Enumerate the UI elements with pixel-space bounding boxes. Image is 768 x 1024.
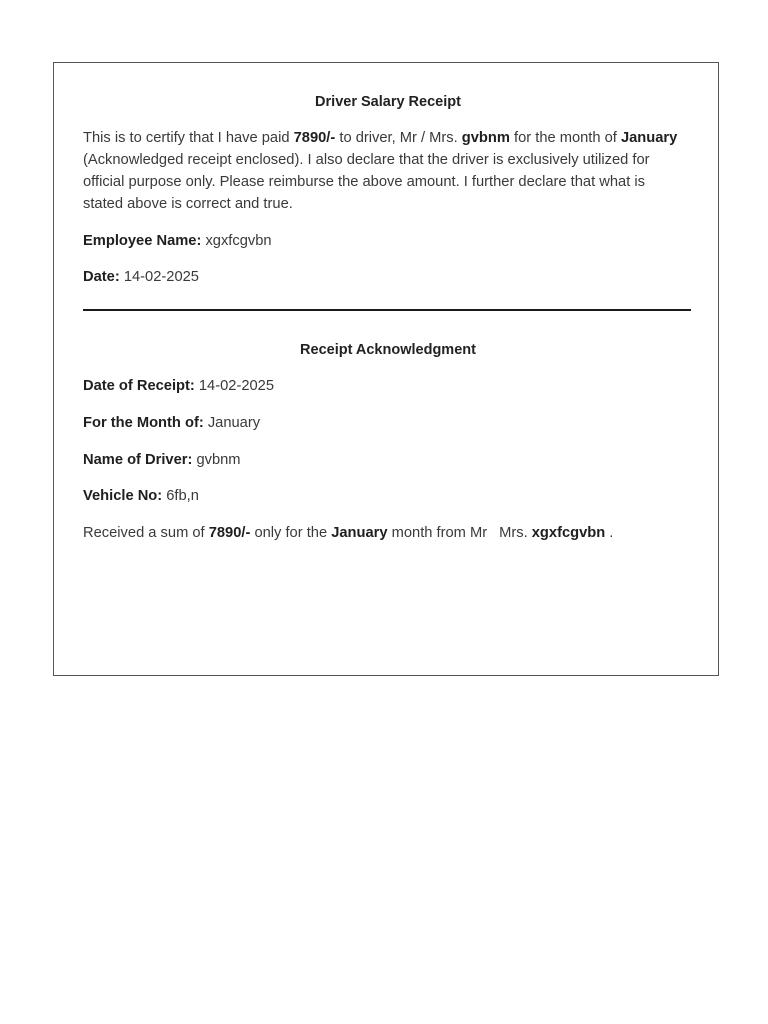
received-amount: 7890/- <box>208 525 251 541</box>
sum-text-5: . <box>605 525 614 541</box>
date-of-receipt-value: 14-02-2025 <box>194 378 275 394</box>
date-value: 14-02-2025 <box>119 269 199 285</box>
section-divider <box>83 309 691 311</box>
employee-name-label: Employee Name: <box>83 233 202 249</box>
month-field <box>83 415 260 431</box>
driver-name-value: gvbnm <box>192 452 241 468</box>
employee-name-value: xgxfcgvbn <box>201 233 272 249</box>
driver-name-label: Name of Driver: <box>83 452 193 468</box>
date-of-receipt-label: Date of Receipt: <box>83 378 195 394</box>
payer-name: xgxfcgvbn <box>531 525 606 541</box>
vehicle-number-field <box>83 488 199 504</box>
driver-name-field <box>83 452 241 468</box>
sum-text-4: Mrs. <box>499 525 532 541</box>
receipt-title: Driver Salary Receipt <box>315 94 461 110</box>
received-sum-statement <box>83 525 613 541</box>
date-of-receipt-field <box>83 378 274 394</box>
date-label: Date: <box>83 269 120 285</box>
paid-month: January <box>620 130 678 146</box>
employee-name-field <box>83 233 272 249</box>
month-value: January <box>203 415 261 431</box>
paid-amount: 7890/- <box>293 130 336 146</box>
vehicle-number-value: 6fb,n <box>162 488 199 504</box>
certification-paragraph <box>83 127 683 215</box>
certification-text-3: for the month of <box>509 130 621 146</box>
date-field <box>83 269 199 285</box>
received-month: January <box>331 525 388 541</box>
sum-text-3: month from Mr <box>387 525 488 541</box>
receipt-document <box>53 62 719 676</box>
acknowledgment-title: Receipt Acknowledgment <box>300 342 476 358</box>
driver-name: gvbnm <box>461 130 510 146</box>
month-label: For the Month of: <box>83 415 204 431</box>
sum-text-2: only for the <box>250 525 332 541</box>
sum-text-1: Received a sum of <box>83 525 209 541</box>
vehicle-number-label: Vehicle No: <box>83 488 163 504</box>
certification-text-2: to driver, Mr / Mrs. <box>335 130 462 146</box>
certification-text-1: This is to certify that I have paid <box>83 130 294 146</box>
certification-text-4: (Acknowledged receipt enclosed). I also declare that the driver is exclusively utilized for official purpose only. Please reimburse the above amount. I further declare that what is stated above is correct and true. <box>83 152 650 212</box>
